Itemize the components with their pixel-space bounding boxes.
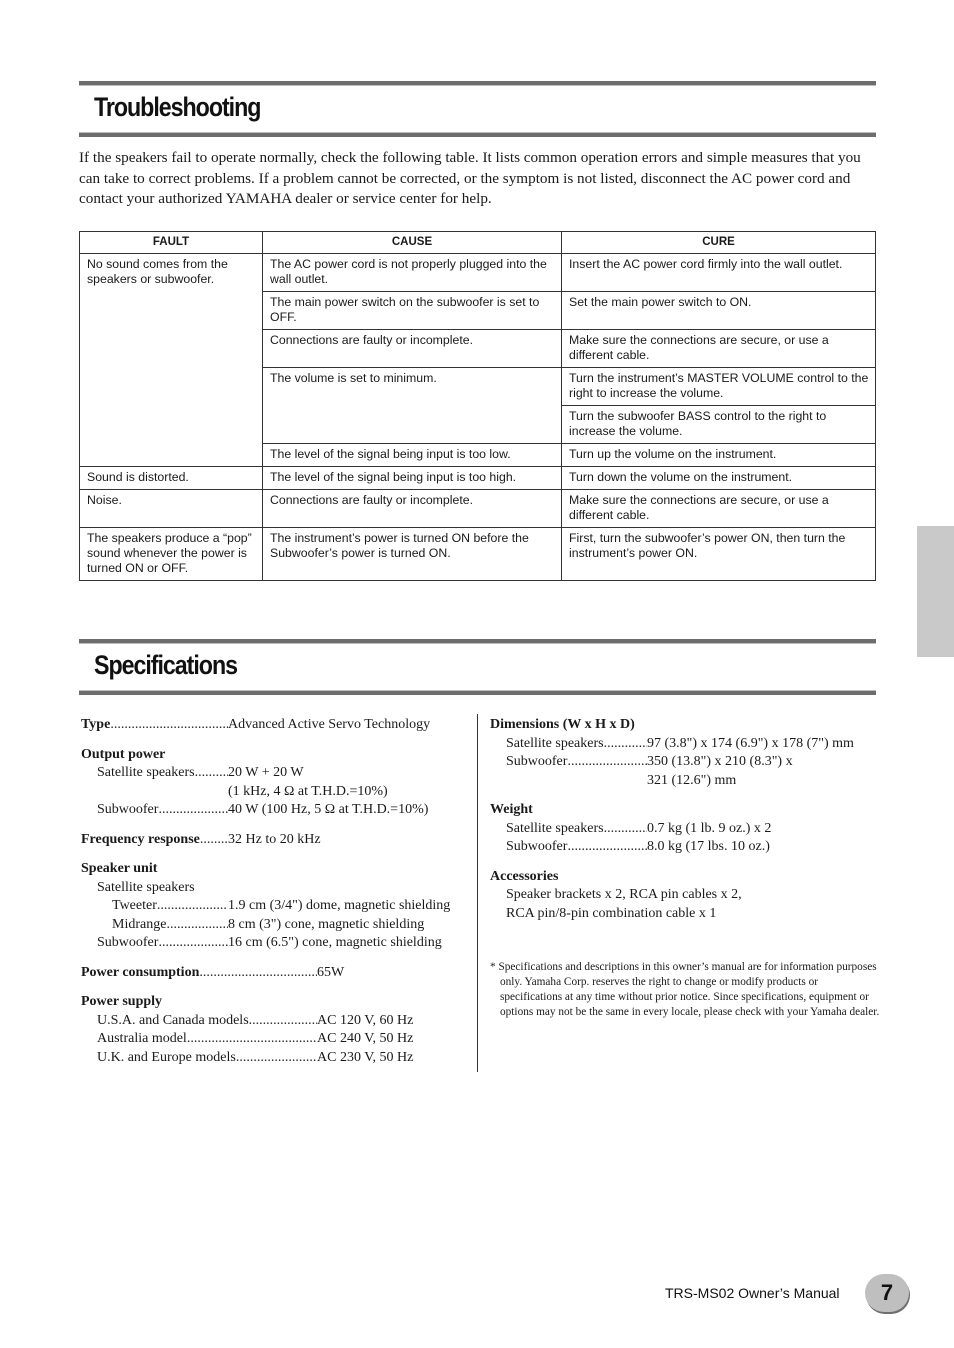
- table-row: [80, 467, 876, 490]
- cause-cell: The level of the signal being input is too low.: [263, 444, 562, 467]
- spec-value: 1.9 cm (3/4") dome, magnetic shielding: [228, 898, 451, 913]
- fault-column-header: FAULT: [80, 232, 263, 254]
- spec-value: (1 kHz, 4 Ω at T.H.D.=10%): [228, 783, 388, 799]
- spec-frequency-response: [81, 831, 473, 850]
- cure-cell: Make sure the connections are secure, or use a different cable.: [562, 490, 876, 528]
- spec-value: 32 Hz to 20 kHz: [228, 831, 321, 847]
- cause-cell: The AC power cord is not properly plugged into the wall outlet.: [263, 254, 562, 292]
- table-row: [80, 254, 876, 292]
- fault-cell: The speakers produce a “pop” sound whenever the power is turned ON or OFF.: [80, 528, 263, 581]
- cause-cell: The main power switch on the subwoofer is set to OFF.: [263, 292, 562, 330]
- page-number: 7: [865, 1274, 909, 1312]
- spec-sublabel: Tweeter: [112, 898, 157, 913]
- spec-heading: Weight: [490, 802, 533, 817]
- specifications-title: Specifications: [94, 650, 237, 680]
- cure-cell: Turn the instrument’s MASTER VOLUME control to the right to increase the volume.: [562, 368, 876, 406]
- spec-value: 65W: [317, 964, 345, 980]
- specifications-bottom-rule: [79, 690, 876, 695]
- spec-label: Frequency response: [81, 831, 200, 847]
- troubleshooting-top-rule: [79, 81, 876, 86]
- cause-cell: The volume is set to minimum.: [263, 368, 562, 444]
- spec-power-consumption: [81, 964, 473, 983]
- spec-value: 8 cm (3") cone, magnetic shielding: [228, 916, 425, 932]
- spec-dimensions: [490, 716, 880, 790]
- cause-cell: The instrument’s power is turned ON before the Subwoofer’s power is turned ON.: [263, 528, 562, 581]
- cure-cell: Insert the AC power cord firmly into the wall outlet.: [562, 254, 876, 292]
- spec-value: AC 240 V, 50 Hz: [317, 1031, 414, 1046]
- cure-cell: Turn the subwoofer BASS control to the right to increase the volume.: [562, 406, 876, 444]
- cause-cell: The level of the signal being input is too high.: [263, 467, 562, 490]
- spec-value: AC 120 V, 60 Hz: [317, 1012, 414, 1028]
- specifications-top-rule: [79, 639, 876, 644]
- spec-sublabel: Satellite speakers: [506, 820, 604, 836]
- spec-sublabel: Subwoofer: [506, 754, 568, 769]
- spec-value: Speaker brackets x 2, RCA pin cables x 2,: [506, 887, 742, 902]
- cause-column-header: CAUSE: [263, 232, 562, 254]
- spec-value: 0.7 kg (1 lb. 9 oz.) x 2: [647, 820, 772, 836]
- spec-accessories: [490, 868, 880, 924]
- spec-value: Advanced Active Servo Technology: [228, 717, 431, 732]
- spec-value: 16 cm (6.5") cone, magnetic shielding: [228, 935, 442, 950]
- page-side-tab: [917, 526, 954, 657]
- fault-cell: No sound comes from the speakers or subwoofer.: [80, 254, 263, 467]
- spec-value: 40 W (100 Hz, 5 Ω at T.H.D.=10%): [228, 802, 429, 817]
- table-row: [80, 490, 876, 528]
- fault-cell: Noise.: [80, 490, 263, 528]
- spec-label: Power consumption: [81, 964, 200, 980]
- cure-cell: First, turn the subwoofer’s power ON, then turn the instrument’s power ON.: [562, 528, 876, 581]
- specs-left-column: [81, 716, 473, 1078]
- troubleshooting-table: [79, 231, 876, 581]
- spec-value: 350 (13.8") x 210 (8.3") x: [647, 754, 793, 769]
- spec-value: RCA pin/8-pin combination cable x 1: [506, 905, 717, 921]
- spec-heading: Output power: [81, 746, 166, 762]
- cure-cell: Set the main power switch to ON.: [562, 292, 876, 330]
- spec-sublabel: U.S.A. and Canada models: [97, 1012, 249, 1028]
- spec-weight: [490, 801, 880, 857]
- spec-sublabel: Satellite speakers: [97, 765, 195, 780]
- cure-cell: Turn down the volume on the instrument.: [562, 467, 876, 490]
- spec-sublabel: Australia model: [97, 1031, 187, 1046]
- manual-title: TRS-MS02 Owner’s Manual: [665, 1285, 840, 1301]
- spec-column-divider: [477, 714, 478, 1072]
- troubleshooting-intro: If the speakers fail to operate normally, check the following table. It lists common operation errors and simple measures that you can take to correct problems. If a problem cannot be corrected, or the symptom is not listed, disconnect the AC power cord and contact your authorized YAMAHA dealer or service center for help.: [79, 149, 861, 207]
- troubleshooting-title: Troubleshooting: [94, 92, 261, 122]
- table-row: [80, 528, 876, 581]
- spec-heading: Power supply: [81, 994, 163, 1009]
- cause-cell: Connections are faulty or incomplete.: [263, 330, 562, 368]
- spec-value: AC 230 V, 50 Hz: [317, 1049, 414, 1065]
- cause-cell: Connections are faulty or incomplete.: [263, 490, 562, 528]
- spec-power-supply: [81, 993, 473, 1067]
- table-header-row: [80, 232, 876, 254]
- spec-sublabel: Midrange: [112, 916, 167, 932]
- spec-sublabel: U.K. and Europe models: [97, 1049, 236, 1065]
- spec-output-power: [81, 746, 473, 820]
- spec-sublabel: Satellite speakers: [506, 735, 604, 751]
- spec-heading: Speaker unit: [81, 861, 158, 876]
- spec-value: 97 (3.8") x 174 (6.9") x 178 (7") mm: [647, 735, 854, 751]
- spec-sublabel: Subwoofer: [97, 935, 159, 950]
- specifications-note: * Specifications and descriptions in this owner’s manual are for information purposes only. Yamaha Corp. reserves the right to change or modify products or specifications at any time without prior notice. Since specifications, equipment or options may not be the same in every locale, please check with your Yamaha dealer.: [490, 961, 880, 1018]
- spec-sublabel: Subwoofer: [506, 839, 568, 854]
- spec-heading: Accessories: [490, 868, 559, 884]
- fault-cell: Sound is distorted.: [80, 467, 263, 490]
- spec-type: [81, 716, 473, 735]
- spec-heading: Dimensions (W x H x D): [490, 717, 635, 732]
- spec-speaker-unit: [81, 860, 473, 953]
- spec-sublabel: Subwoofer: [97, 802, 159, 817]
- specs-right-column: [490, 716, 880, 934]
- cure-cell: Make sure the connections are secure, or use a different cable.: [562, 330, 876, 368]
- cure-cell: Turn up the volume on the instrument.: [562, 444, 876, 467]
- troubleshooting-bottom-rule: [79, 132, 876, 137]
- cure-column-header: CURE: [562, 232, 876, 254]
- spec-label: Type: [81, 717, 111, 732]
- spec-sublabel: Satellite speakers: [97, 879, 195, 895]
- spec-value: 321 (12.6") mm: [647, 772, 737, 788]
- spec-value: 8.0 kg (17 lbs. 10 oz.): [647, 839, 770, 854]
- spec-value: 20 W + 20 W: [228, 765, 304, 780]
